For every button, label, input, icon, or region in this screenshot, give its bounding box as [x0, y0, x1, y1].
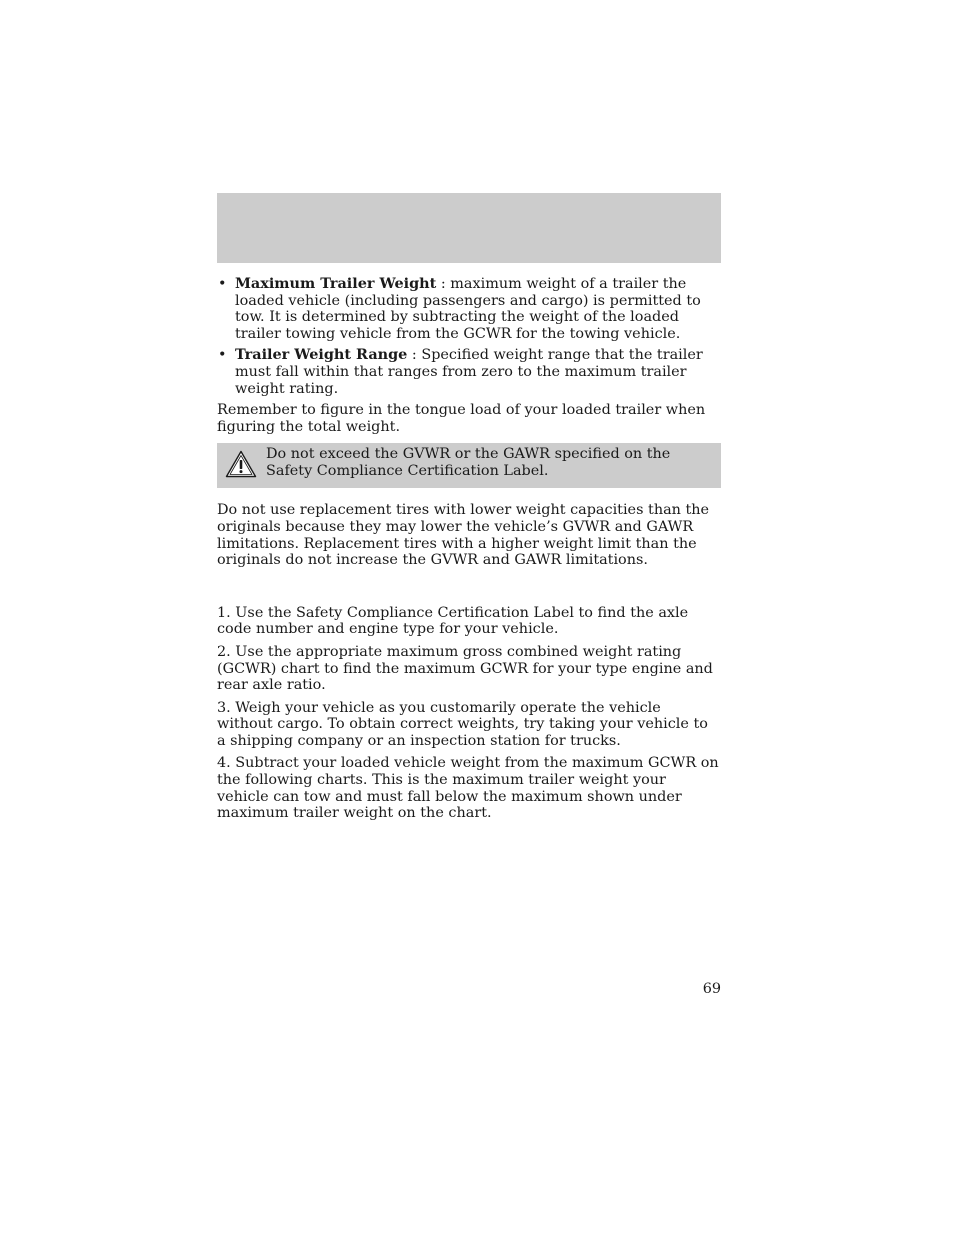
- definition-list: [217, 276, 721, 397]
- bullet-text: : maximum weight of a trailer the loaded vehicle (including passengers and cargo) is permitted to tow. It is determined by subtracting the weight of the loaded trailer towing vehicle from the GCWR for the towing vehicle.: [235, 276, 701, 342]
- step-2: 2. Use the appropriate maximum gross combined weight rating (GCWR) chart to find the maximum GCWR for your type engine and rear axle ratio.: [217, 643, 713, 694]
- bullet-item-maximum-trailer-weight: [217, 276, 721, 342]
- step-1: 1. Use the Safety Compliance Certification Label to find the axle code number and engine type for your vehicle.: [217, 604, 689, 638]
- header-band: [217, 193, 721, 263]
- warning-box: [217, 443, 721, 488]
- warning-text: Do not exceed the GVWR or the GAWR specified on the Safety Compliance Certification Label.: [266, 446, 671, 479]
- replacement-tires-paragraph: Do not use replacement tires with lower weight capacities than the originals because they may lower the vehicle’s GVWR and GAWR limitations. Replacement tires with a higher weight limit than the originals do not increase the GVWR and GAWR limitations.: [217, 502, 710, 569]
- bullet-term: Maximum Trailer Weight: [235, 275, 437, 292]
- tongue-load-paragraph: Remember to figure in the tongue load of your loaded trailer when figuring the total weight.: [217, 402, 706, 435]
- bullet-icon: •: [218, 347, 227, 364]
- bullet-term: Trailer Weight Range: [235, 346, 408, 364]
- bullet-icon: •: [218, 276, 227, 292]
- warning-triangle-icon: [225, 450, 257, 478]
- page-number: 69: [702, 981, 721, 997]
- step-4: 4. Subtract your loaded vehicle weight from the maximum GCWR on the following charts. This is the maximum trailer weight your vehicle can tow and must fall below the maximum shown under maximum trailer weight on the chart.: [217, 755, 719, 822]
- page-content: [217, 276, 721, 822]
- bullet-item-trailer-weight-range: [217, 347, 721, 397]
- steps-list: [217, 605, 721, 822]
- step-3: 3. Weigh your vehicle as you customarily operate the vehicle without cargo. To obtain correct weights, try taking your vehicle to a shipping company or an inspection station for trucks.: [217, 699, 708, 749]
- bullet-text: : Specified weight range that the trailer must fall within that ranges from zero to the maximum trailer weight rating.: [235, 347, 703, 397]
